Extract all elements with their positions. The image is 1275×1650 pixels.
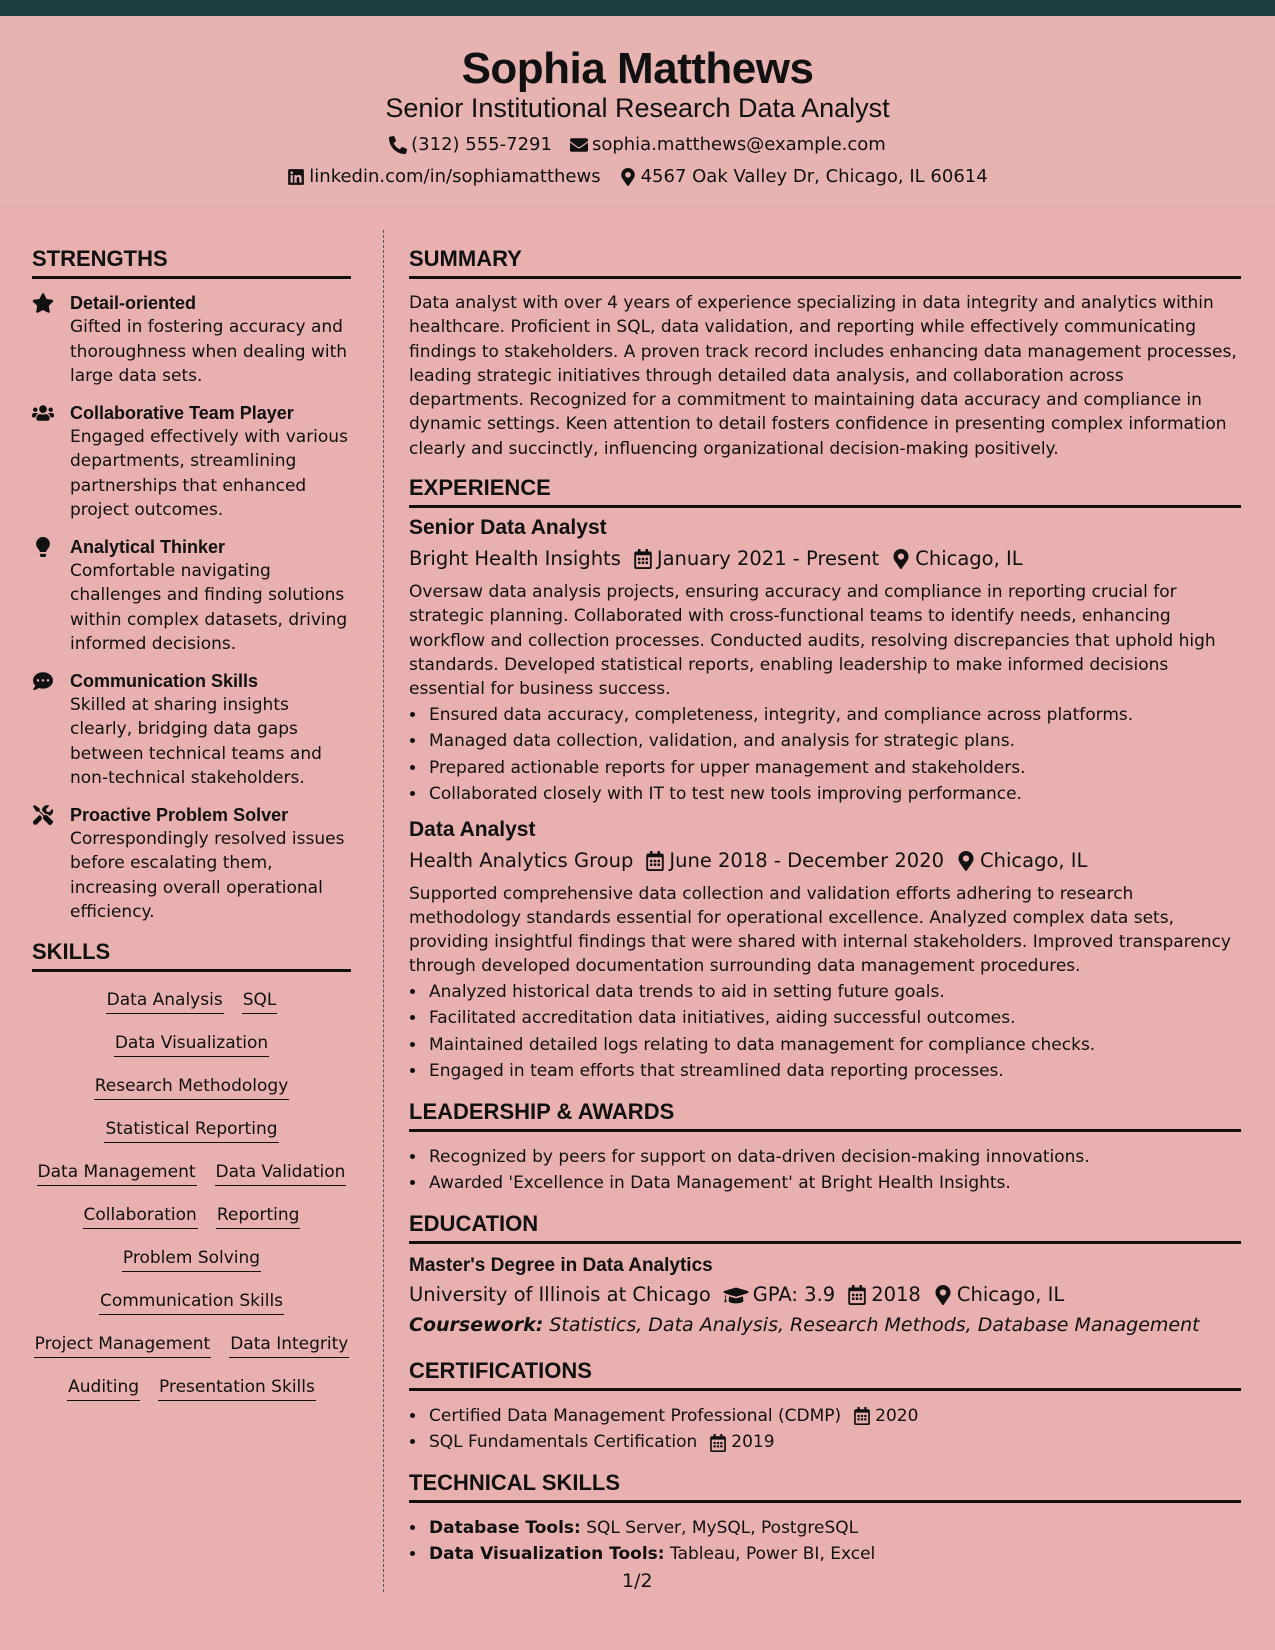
skill-tag: Communication Skills [99, 1289, 284, 1315]
strength-item [32, 803, 351, 925]
strength-title: Communication Skills [70, 670, 259, 691]
strength-description: Gifted in fostering accuracy and thoroughness when dealing with large data sets. [70, 317, 348, 386]
certification-year: 2020 [875, 1405, 919, 1426]
education-location: Chicago, IL [956, 1282, 1065, 1306]
technical-skills-list [409, 1515, 1241, 1568]
job-bullets [409, 702, 1241, 808]
coursework-label: Coursework: [409, 1313, 544, 1336]
contact-row-2 [0, 166, 1275, 187]
tools-icon [32, 810, 54, 829]
skill-tag: Problem Solving [122, 1246, 261, 1272]
job-description: Oversaw data analysis projects, ensuring accuracy and compliance in reporting crucial for strategic planning. Collaborated with cross-functional teams to identify needs, enhancing workflow and collection processes. Conducted audits, resolving discrepancies that uphold high standards. Developed statistical reports, enabling leadership to make informed decisions essential for business success. [409, 582, 1216, 700]
resume-header [0, 16, 1275, 204]
strength-item [32, 669, 351, 791]
skills-section [32, 939, 351, 1401]
leadership-item: • Recognized by peers for support on data-driven decision-making innovations. [427, 1144, 1241, 1171]
linkedin-contact[interactable] [287, 166, 600, 187]
map-marker-icon [956, 851, 976, 871]
comment-icon [32, 676, 54, 695]
email-contact[interactable] [570, 134, 886, 155]
summary-text: Data analyst with over 4 years of experience specializing in data integrity and analytics within healthcare. Proficient in SQL, data validation, and reporting while effectively communicating findings to stakeholders. A proven track record includes enhancing data management processes, leading strategic initiatives through detailed data analysis, and collaboration across departments. Recognized for a commitment to maintaining data accuracy and compliance in dynamic settings. Keen attention to detail fosters confidence in presenting complex information clearly and succinctly, influencing organizational decision-making positively. [409, 293, 1237, 459]
degree-title: Master's Degree in Data Analytics [409, 1254, 713, 1276]
skill-tag: Presentation Skills [158, 1375, 316, 1401]
address-text: 4567 Oak Valley Dr, Chicago, IL 60614 [640, 166, 988, 187]
certification-name: • SQL Fundamentals Certification [429, 1432, 698, 1453]
job-title: Senior Data Analyst [409, 516, 607, 540]
strength-description: Skilled at sharing insights clearly, bridging data gaps between technical teams and non-technical stakeholders. [70, 694, 322, 788]
job-title: Data Analyst [409, 817, 536, 841]
strengths-heading: STRENGTHS [32, 246, 351, 279]
skill-tag: Auditing [67, 1375, 140, 1401]
technical-skill-item [427, 1541, 1241, 1568]
skill-tag: Collaboration [83, 1203, 198, 1229]
skill-tag: Research Methodology [94, 1074, 290, 1100]
star-icon [32, 298, 54, 317]
technical-skill-label: Data Visualization Tools: [429, 1544, 665, 1565]
job-dates: January 2021 - Present [656, 547, 880, 571]
leadership-list [409, 1144, 1241, 1197]
certification-item [427, 1403, 1241, 1430]
job-meta [409, 846, 1241, 876]
job-bullet: • Managed data collection, validation, and analysis for strategic plans. [427, 728, 1241, 755]
job-bullet: • Collaborated closely with IT to test new tools improving performance. [427, 781, 1241, 808]
lightbulb-icon [32, 542, 54, 561]
company-name: Bright Health Insights [409, 547, 621, 571]
school-name: University of Illinois at Chicago [409, 1282, 711, 1306]
job-bullet: • Prepared actionable reports for upper management and stakeholders. [427, 755, 1241, 782]
candidate-title: Senior Institutional Research Data Analyst [385, 93, 890, 123]
strength-title: Detail-oriented [70, 293, 197, 313]
map-marker-icon [619, 168, 637, 186]
technical-skills-heading: TECHNICAL SKILLS [409, 1470, 1241, 1503]
skill-tag: Statistical Reporting [104, 1117, 278, 1143]
certification-year: 2019 [731, 1432, 775, 1453]
phone-text: (312) 555-7291 [411, 134, 552, 155]
page-number: 1/2 [622, 1570, 653, 1592]
job-description: Supported comprehensive data collection and validation efforts adhering to research methodology standards essential for operational excellence. Analyzed complex data sets, providing insightful findings that were shared with internal stakeholders. Improved transparency through developed documentation surrounding data management procedures. [409, 883, 1231, 977]
skill-tag: Reporting [216, 1203, 301, 1229]
job-bullet: • Ensured data accuracy, completeness, integrity, and compliance across platforms. [427, 702, 1241, 729]
job-bullet: • Facilitated accreditation data initiatives, aiding successful outcomes. [427, 1005, 1241, 1032]
job-bullets [409, 979, 1241, 1085]
candidate-name: Sophia Matthews [461, 44, 814, 93]
calendar-icon [847, 1285, 867, 1305]
technical-skill-value: Tableau, Power BI, Excel [670, 1544, 876, 1565]
linkedin-icon [287, 168, 305, 186]
job-entry [409, 816, 1241, 1085]
leadership-heading: LEADERSHIP & AWARDS [409, 1099, 1241, 1132]
graduation-year: 2018 [871, 1282, 921, 1306]
address-contact [619, 166, 988, 187]
technical-skill-item [427, 1515, 1241, 1542]
experience-heading: EXPERIENCE [409, 475, 1241, 508]
strength-item [32, 401, 351, 523]
technical-skill-value: SQL Server, MySQL, PostgreSQL [586, 1517, 859, 1538]
top-accent-bar [0, 0, 1275, 16]
calendar-icon [853, 1407, 871, 1425]
certification-name: • Certified Data Management Professional (CDMP) [429, 1405, 842, 1426]
leadership-item: • Awarded 'Excellence in Data Management' at Bright Health Insights. [427, 1170, 1241, 1197]
education-heading: EDUCATION [409, 1211, 1241, 1244]
strength-description: Comfortable navigating challenges and finding solutions within complex datasets, driving informed decisions. [70, 560, 348, 654]
job-meta [409, 544, 1241, 574]
column-divider [383, 230, 384, 1592]
phone-icon [389, 136, 407, 154]
envelope-icon [570, 136, 588, 154]
coursework-list: Statistics, Data Analysis, Research Methods, Database Management [549, 1313, 1200, 1336]
contact-row-1 [0, 134, 1275, 155]
summary-heading: SUMMARY [409, 246, 1241, 279]
strength-description: Engaged effectively with various departments, streamlining partnerships that enhanced project outcomes. [70, 426, 348, 520]
calendar-icon [709, 1434, 727, 1452]
job-location: Chicago, IL [980, 848, 1088, 872]
education-meta [409, 1280, 1241, 1310]
skill-tag: Data Visualization [114, 1031, 269, 1057]
skill-tag: Data Analysis [106, 988, 224, 1014]
coursework [409, 1310, 1241, 1340]
right-column [409, 246, 1241, 1568]
gpa: GPA: 3.9 [752, 1282, 836, 1306]
strength-item [32, 535, 351, 657]
linkedin-text: linkedin.com/in/sophiamatthews [309, 166, 601, 187]
strength-title: Analytical Thinker [70, 536, 226, 557]
job-location: Chicago, IL [915, 547, 1023, 571]
left-column [32, 246, 351, 1418]
strength-description: Correspondingly resolved issues before escalating them, increasing overall operational efficiency. [70, 828, 345, 922]
company-name: Health Analytics Group [409, 848, 634, 872]
strength-item [32, 291, 351, 389]
certification-item [427, 1429, 1241, 1456]
map-marker-icon [891, 549, 911, 569]
job-entry [409, 514, 1241, 807]
strength-title: Collaborative Team Player [70, 402, 294, 423]
skill-tag: Data Management [37, 1160, 197, 1186]
job-dates: June 2018 - December 2020 [669, 848, 945, 872]
certifications-list [409, 1403, 1241, 1456]
skill-tag: SQL [242, 988, 278, 1014]
strength-title: Proactive Problem Solver [70, 804, 289, 825]
phone-contact[interactable] [389, 134, 552, 155]
technical-skill-label: Database Tools: [429, 1517, 581, 1538]
skill-tag: Project Management [34, 1332, 212, 1358]
certifications-heading: CERTIFICATIONS [409, 1358, 1241, 1391]
graduation-cap-icon [723, 1285, 749, 1305]
calendar-icon [633, 549, 653, 569]
job-bullet: • Engaged in team efforts that streamlined data reporting processes. [427, 1058, 1241, 1085]
job-bullet: • Analyzed historical data trends to aid in setting future goals. [427, 979, 1241, 1006]
skills-heading: SKILLS [32, 939, 351, 972]
job-bullet: • Maintained detailed logs relating to data management for compliance checks. [427, 1032, 1241, 1059]
skill-tag: Data Validation [215, 1160, 347, 1186]
map-marker-icon [933, 1285, 953, 1305]
calendar-icon [645, 851, 665, 871]
skill-tag: Data Integrity [229, 1332, 349, 1358]
email-text: sophia.matthews@example.com [591, 134, 886, 155]
users-icon [32, 408, 54, 427]
